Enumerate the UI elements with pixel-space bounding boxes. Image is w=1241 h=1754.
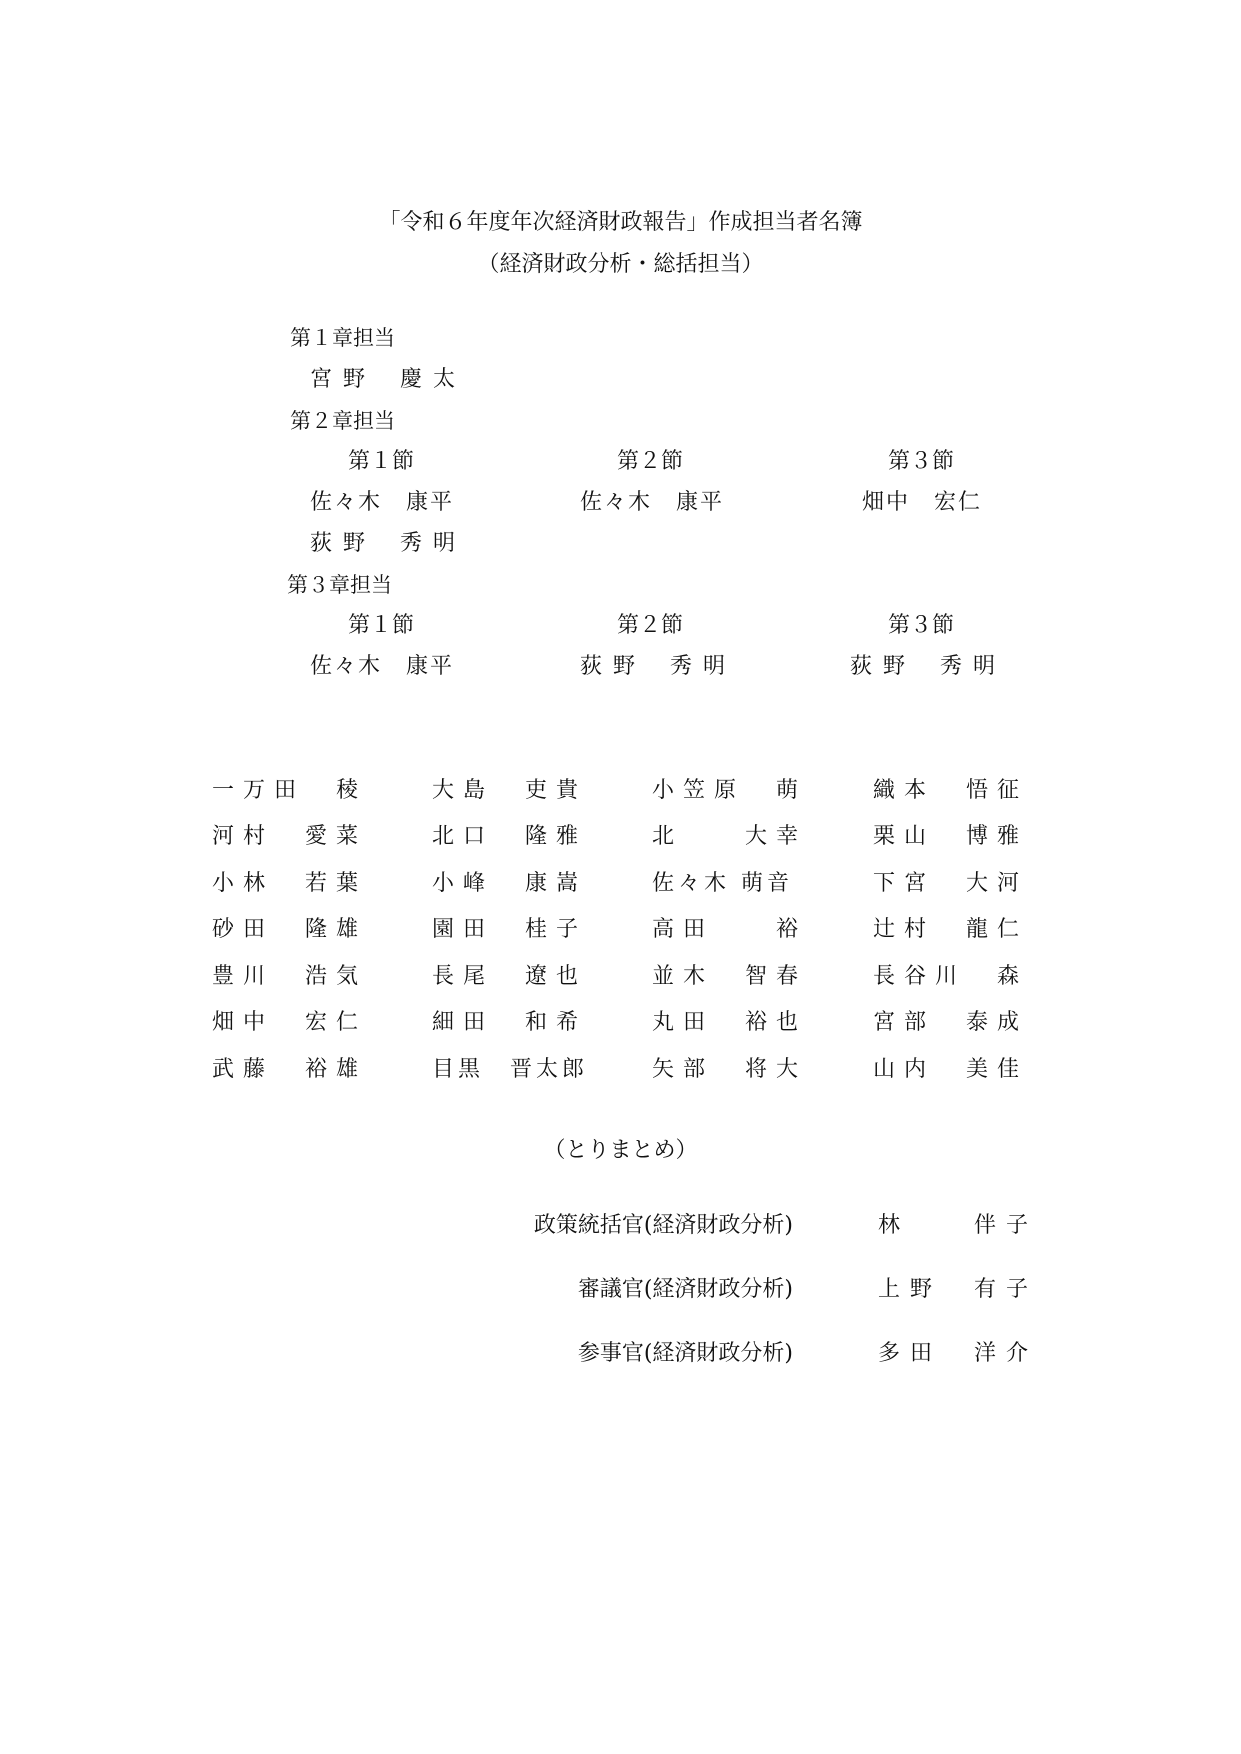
member-r4-c2: 園田 桂子 (432, 917, 588, 942)
member-r2-c4: 栗山 博雅 (873, 824, 1029, 849)
summary-name-2: 上野 有子 (878, 1277, 1039, 1302)
member-r5-c2: 長尾 遼也 (432, 964, 588, 989)
member-r4-c3: 高田 裕 (652, 917, 808, 942)
member-r7-c2: 目黒 晋太郎 (432, 1057, 589, 1082)
chapter-2-section-1-name-2: 荻 野 秀 明 (310, 531, 457, 556)
chapter-2-section-1-name-1: 佐々木 康平 (310, 490, 455, 515)
chapter-2-heading: 第２章担当 (290, 409, 395, 433)
summary-name-3: 多田 洋介 (878, 1341, 1039, 1366)
member-r6-c3: 丸田 裕也 (652, 1010, 808, 1035)
chapter-3-heading: 第３章担当 (287, 573, 392, 597)
chapter-3-section-1-name-1: 佐々木 康平 (310, 654, 455, 679)
member-r7-c1: 武藤 裕雄 (212, 1057, 368, 1082)
chapter-3-section-2-name-1: 荻 野 秀 明 (580, 654, 727, 679)
chapter-1-name: 宮 野 慶 太 (310, 367, 457, 392)
member-r7-c4: 山内 美佳 (873, 1057, 1029, 1082)
member-r1-c4: 織本 悟征 (873, 778, 1029, 803)
chapter-3-section-1-label: 第１節 (348, 613, 415, 638)
member-r3-c3: 佐々木 萌音 (652, 871, 793, 896)
member-r2-c2: 北口 隆雅 (432, 824, 588, 849)
member-r6-c4: 宮部 泰成 (873, 1010, 1029, 1035)
chapter-2-section-1-label: 第１節 (348, 449, 415, 474)
member-r3-c4: 下宮 大河 (873, 871, 1029, 896)
member-r5-c3: 並木 智春 (652, 964, 808, 989)
summary-name-1: 林 伴子 (878, 1213, 1039, 1238)
member-r1-c1: 一万田 稜 (212, 778, 368, 803)
chapter-3-section-3-name-1: 荻 野 秀 明 (850, 654, 997, 679)
member-r1-c3: 小笠原 萌 (652, 778, 808, 803)
summary-role-3: 参事官(経済財政分析) (577, 1341, 793, 1366)
member-r5-c4: 長谷川 森 (873, 964, 1029, 989)
member-r1-c2: 大島 吏貴 (432, 778, 588, 803)
member-r4-c1: 砂田 隆雄 (212, 917, 368, 942)
summary-heading: （とりまとめ） (543, 1138, 698, 1163)
member-r6-c2: 細田 和希 (432, 1010, 588, 1035)
summary-role-2: 審議官(経済財政分析) (577, 1277, 793, 1302)
chapter-2-section-2-name-1: 佐々木 康平 (580, 490, 725, 515)
chapter-3-section-3-label: 第３節 (888, 613, 955, 638)
member-r5-c1: 豊川 浩気 (212, 964, 368, 989)
member-r3-c1: 小林 若葉 (212, 871, 368, 896)
member-r2-c1: 河村 愛菜 (212, 824, 368, 849)
chapter-2-section-2-label: 第２節 (617, 449, 684, 474)
chapter-1-heading: 第１章担当 (290, 326, 395, 350)
chapter-2-section-3-name-1: 畑中 宏仁 (862, 490, 983, 515)
member-r4-c4: 辻村 龍仁 (873, 917, 1029, 942)
member-r2-c3: 北 大幸 (652, 824, 808, 849)
summary-role-1: 政策統括官(経済財政分析) (533, 1213, 793, 1238)
member-r6-c1: 畑中 宏仁 (212, 1010, 368, 1035)
member-r7-c3: 矢部 将大 (652, 1057, 808, 1082)
chapter-2-section-3-label: 第３節 (888, 449, 955, 474)
member-r3-c2: 小峰 康嵩 (432, 871, 588, 896)
chapter-3-section-2-label: 第２節 (617, 613, 684, 638)
document-subtitle: （経済財政分析・総括担当） (477, 252, 764, 277)
document-title: 「令和６年度年次経済財政報告」作成担当者名簿 (378, 210, 863, 235)
